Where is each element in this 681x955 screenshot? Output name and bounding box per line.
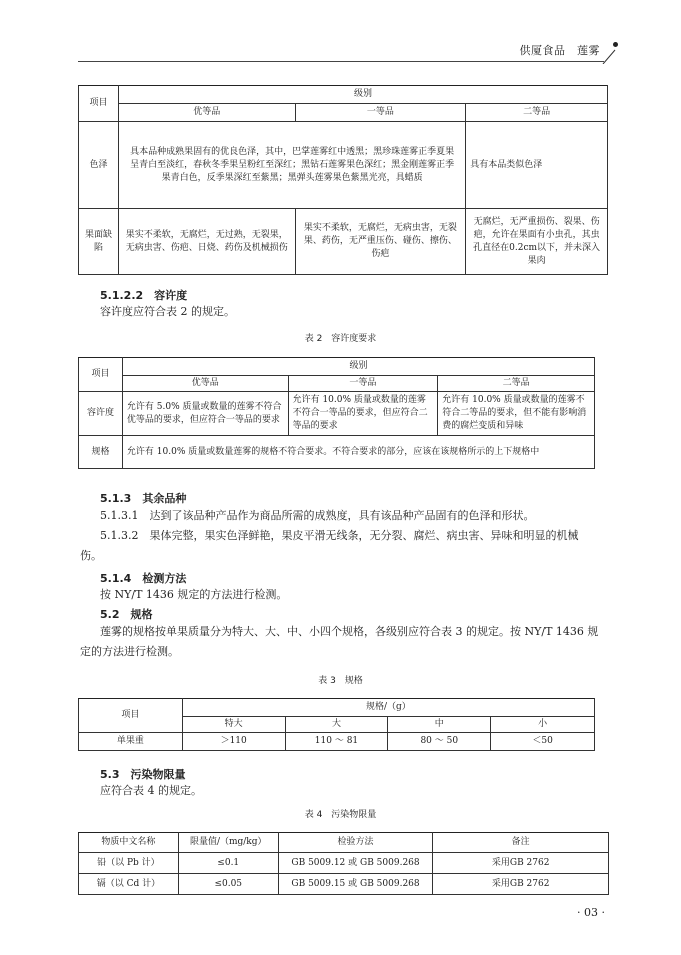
table-3-size <box>78 698 595 751</box>
t4-row1-note: 采用GB 2762 <box>433 853 609 874</box>
t4-row2-limit: ≤0.05 <box>178 874 278 895</box>
t1-header-grade: 级别 <box>118 86 607 104</box>
t4-header-limit: 限量值/（mg/kg） <box>178 833 278 853</box>
t3-header-item: 项目 <box>79 699 183 733</box>
t1-row-color-third: 具有本品类似色泽 <box>466 122 608 209</box>
t4-row1-name: 铅（以 Pb 计） <box>79 853 179 874</box>
heading-5-3: 5.3 污染物限量 <box>100 768 186 781</box>
t1-row-defect-second: 果实不柔软，无腐烂，无病虫害，无裂果、药伤，无严重压伤、碰伤、擦伤、伤疤 <box>295 209 466 275</box>
t2-row-spec-text: 允许有 10.0% 质量或数量莲雾的规格不符合要求。不符合要求的部分，应该在该规格所示的上下规格中 <box>122 436 594 469</box>
t1-row-defect-name: 果面缺陷 <box>79 209 119 275</box>
t2-row-spec-name: 规格 <box>79 436 123 469</box>
heading-5-1-3: 5.1.3 其余品种 <box>100 492 187 505</box>
t3-value-s: ＜50 <box>491 733 595 751</box>
t4-header-method: 检验方法 <box>278 833 433 853</box>
table-row <box>79 874 609 895</box>
page-number: · 03 · <box>577 906 605 919</box>
t3-value-m: 80 ～ 50 <box>388 733 491 751</box>
t3-header-spec: 规格/（g） <box>182 699 594 717</box>
t4-row2-method: GB 5009.15 或 GB 5009.268 <box>278 874 433 895</box>
t3-size-xl: 特大 <box>182 717 285 733</box>
t1-row-defect-first: 果实不柔软，无腐烂，无过熟，无裂果，无病虫害、伤疤、日烧、药伤及机械损伤 <box>118 209 295 275</box>
header-dot-decoration <box>613 42 618 47</box>
t2-grade-2: 一等品 <box>288 376 438 392</box>
t1-grade-2: 一等品 <box>295 104 466 122</box>
heading-5-1-4: 5.1.4 检测方法 <box>100 572 187 585</box>
heading-5-1-2-2: 5.1.2.2 容许度 <box>100 289 188 302</box>
text-5-3: 应符合表 4 的规定。 <box>100 784 202 797</box>
t3-size-s: 小 <box>491 717 595 733</box>
t2-row-tolerance-3: 允许有 10.0% 质量或数量的莲雾不符合二等品的要求，但不能有影响消费的腐烂变质和异味 <box>438 392 595 436</box>
t2-grade-1: 优等品 <box>122 376 288 392</box>
t3-value-l: 110 ～ 81 <box>285 733 388 751</box>
t4-row1-limit: ≤0.1 <box>178 853 278 874</box>
t4-row2-name: 镉（以 Cd 计） <box>79 874 179 895</box>
text-5-2: 莲雾的规格按单果质量分为特大、大、中、小四个规格，各级别应符合表 3 的规定。按 NY/T 1436 规定的方法进行检测。 <box>80 625 599 658</box>
text-5-1-2-2: 容许度应符合表 2 的规定。 <box>100 305 235 318</box>
header-slash-decoration <box>602 46 616 64</box>
t1-row-color-name: 色泽 <box>79 122 119 209</box>
header-title: 供厦食品 莲雾 <box>519 44 600 57</box>
table-4-contaminants <box>78 832 609 895</box>
t4-header-note: 备注 <box>433 833 609 853</box>
t2-row-tolerance-name: 容许度 <box>79 392 123 436</box>
text-5-1-3-2: 5.1.3.2 果体完整，果实色泽鲜艳，果皮平滑无线条，无分裂、腐烂、病虫害、异味和明显的机械伤。 <box>80 529 579 562</box>
table-2-tolerance <box>78 357 595 469</box>
table-row <box>79 853 609 874</box>
t1-row-color-merged: 具本品种成熟果固有的优良色泽，其中，巴掌莲雾红中透黑；黑珍珠莲雾正季夏果呈青白至淡红，春秋冬季果呈粉红至深红；黑钻石莲雾果色深红；黑金刚莲雾正季果青白色，反季果深红至紫黑；黑弹头莲雾果色紫黑光亮，具蜡质 <box>118 122 465 209</box>
t3-value-xl: ＞110 <box>182 733 285 751</box>
t1-grade-3: 二等品 <box>466 104 608 122</box>
t2-header-item: 项目 <box>79 358 123 392</box>
table-1-quality <box>78 85 608 275</box>
table-2-caption: 表 2 容许度要求 <box>304 334 377 344</box>
t2-grade-3: 二等品 <box>438 376 595 392</box>
t2-row-tolerance-1: 允许有 5.0% 质量或数量的莲雾不符合优等品的要求，但应符合一等品的要求 <box>122 392 288 436</box>
table-4-caption: 表 4 污染物限量 <box>304 810 377 820</box>
t1-header-item: 项目 <box>79 86 119 122</box>
page-header <box>78 38 618 62</box>
t3-row-name: 单果重 <box>79 733 183 751</box>
text-5-1-4: 按 NY/T 1436 规定的方法进行检测。 <box>100 588 288 601</box>
t1-grade-1: 优等品 <box>118 104 295 122</box>
header-rule <box>78 61 604 62</box>
t4-row2-note: 采用GB 2762 <box>433 874 609 895</box>
text-5-1-3-1: 5.1.3.1 达到了该品种产品作为商品所需的成熟度，具有该品种产品固有的色泽和形状。 <box>100 509 535 522</box>
heading-5-2: 5.2 规格 <box>100 608 153 621</box>
t3-size-m: 中 <box>388 717 491 733</box>
t3-size-l: 大 <box>285 717 388 733</box>
t2-header-grade: 级别 <box>122 358 594 376</box>
t4-header-name: 物质中文名称 <box>79 833 179 853</box>
table-3-caption: 表 3 规格 <box>318 676 363 686</box>
t2-row-tolerance-2: 允许有 10.0% 质量或数量的莲雾不符合一等品的要求，但应符合二等品的要求 <box>288 392 438 436</box>
t1-row-defect-third: 无腐烂，无严重损伤、裂果、伤疤，允许在果面有小虫孔，其虫孔直径在0.2cm以下，并未深入果肉 <box>466 209 608 275</box>
t4-row1-method: GB 5009.12 或 GB 5009.268 <box>278 853 433 874</box>
